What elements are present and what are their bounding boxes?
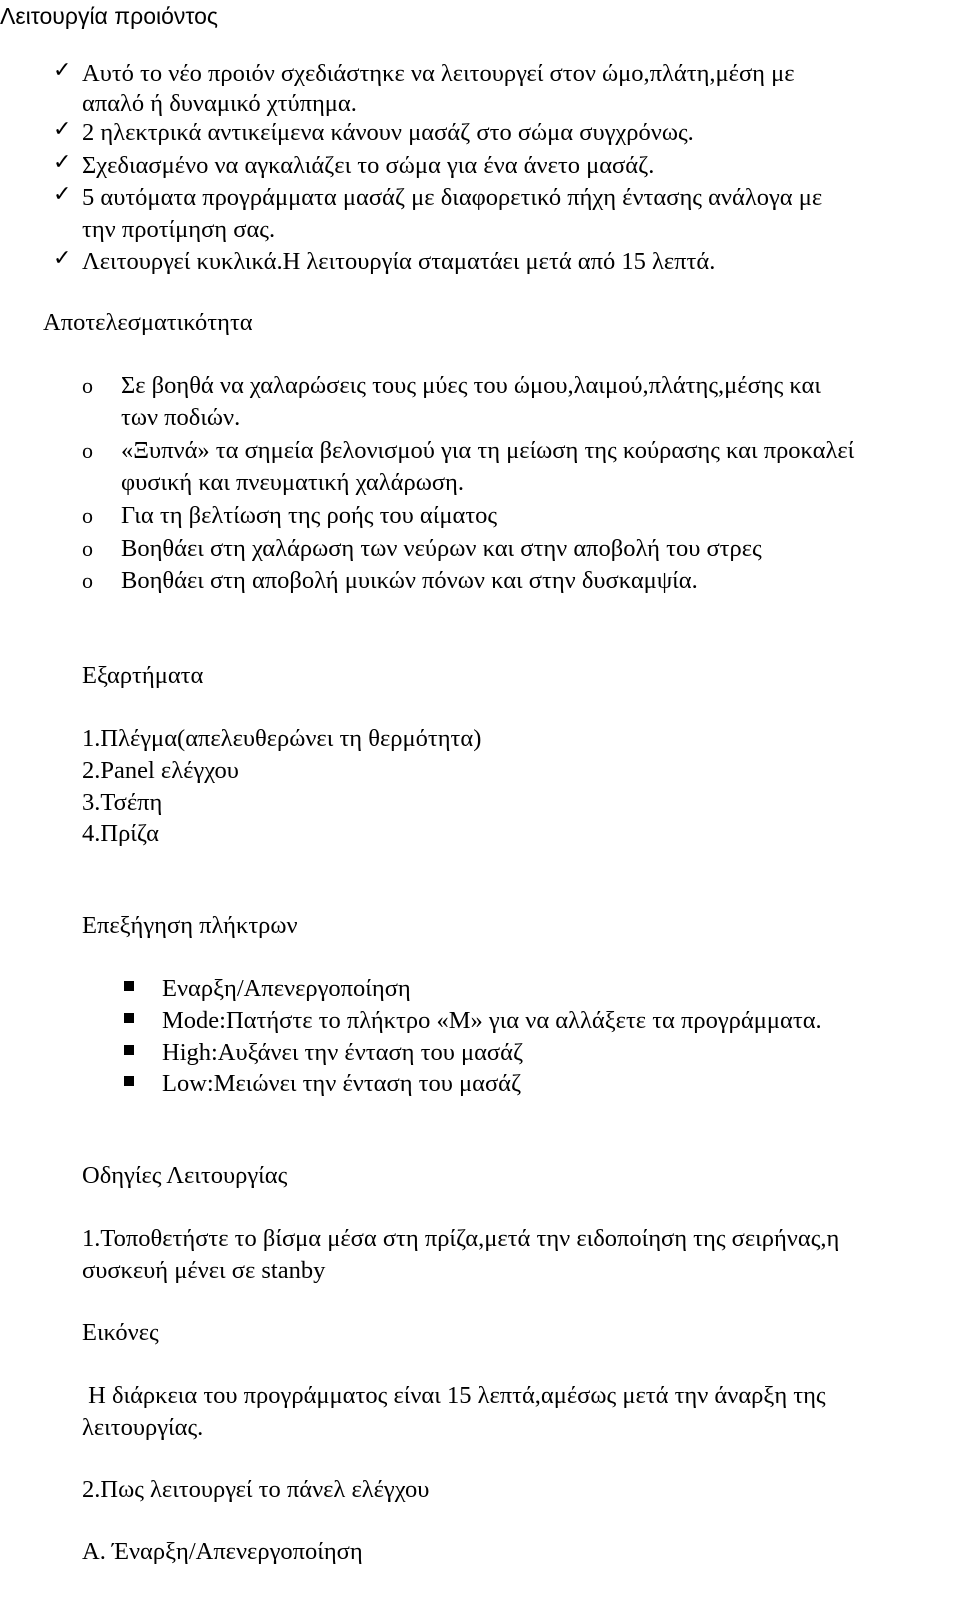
panel-heading: 2.Πως λειτουργεί το πάνελ ελέγχου — [82, 1476, 430, 1503]
feature-line: Λειτουργεί κυκλικά.Η λειτουργία σταματάει μετά από 15 λεπτά. — [82, 248, 716, 275]
parts-heading: Εξαρτήματα — [82, 662, 204, 689]
feature-line: Σχεδιασμένο να αγκαλιάζει το σώμα για ένα άνετο μασάζ. — [82, 152, 655, 179]
check-icon: ✓ — [53, 117, 72, 142]
feature-line: 5 αυτόματα προγράμματα μασάζ με διαφορετικό πήχη έντασης ανάλογα με — [82, 184, 823, 211]
feature-line: απαλό ή δυναμικό χτύπημα. — [82, 90, 357, 117]
effect-line: φυσική και πνευματική χαλάρωση. — [121, 469, 464, 496]
square-bullet-icon — [124, 981, 134, 991]
check-icon: ✓ — [53, 182, 72, 207]
circle-bullet-icon: o — [82, 438, 93, 463]
effectiveness-heading: Αποτελεσματικότητα — [43, 309, 253, 336]
effect-line: Βοηθάει στη αποβολή μυικών πόνων και στην δυσκαμψία. — [121, 567, 698, 594]
feature-line: 2 ηλεκτρικά αντικείμενα κάνουν μασάζ στο σώμα συγχρόνως. — [82, 119, 694, 146]
circle-bullet-icon: o — [82, 568, 93, 593]
duration-note-line: λειτουργίας. — [82, 1414, 204, 1441]
instructions-heading: Οδηγίες Λειτουργίας — [82, 1162, 288, 1189]
square-bullet-icon — [124, 1076, 134, 1086]
check-icon: ✓ — [53, 58, 72, 83]
list-item: High:Αυξάνει την ένταση του μασάζ — [162, 1039, 524, 1066]
duration-note-line: Η διάρκεια του προγράμματος είναι 15 λεπτά,αμέσως μετά την άναρξη της — [82, 1382, 826, 1409]
images-heading: Εικόνες — [82, 1319, 159, 1346]
list-item: 3.Τσέπη — [82, 789, 163, 816]
list-item: 1.Πλέγμα(απελευθερώνει τη θερμότητα) — [82, 725, 482, 752]
check-icon: ✓ — [53, 246, 72, 271]
effect-line: των ποδιών. — [121, 404, 241, 431]
buttons-heading: Επεξήγηση πλήκτρων — [82, 912, 298, 939]
list-item: Mode:Πατήστε το πλήκτρο «Μ» για να αλλάξετε τα προγράμματα. — [162, 1007, 822, 1034]
list-item: Low:Μειώνει την ένταση του μασάζ — [162, 1070, 522, 1097]
circle-bullet-icon: o — [82, 503, 93, 528]
page-title: Λειτουργία προιόντος — [0, 3, 219, 29]
instruction-line: 1.Τοποθετήστε το βίσμα μέσα στη πρίζα,μετά την ειδοποίηση της σειρήνας,η — [82, 1225, 840, 1252]
check-icon: ✓ — [53, 150, 72, 175]
section-a-heading: Α. Έναρξη/Απενεργοποίηση — [82, 1538, 363, 1565]
list-item: 2.Panel ελέγχου — [82, 757, 239, 784]
circle-bullet-icon: o — [82, 536, 93, 561]
effect-line: Βοηθάει στη χαλάρωση των νεύρων και στην αποβολή του στρες — [121, 535, 762, 562]
feature-line: Αυτό το νέο προιόν σχεδιάστηκε να λειτουργεί στον ώμο,πλάτη,μέση με — [82, 60, 795, 87]
square-bullet-icon — [124, 1013, 134, 1023]
effect-line: Για τη βελτίωση της ροής του αίματος — [121, 502, 498, 529]
effect-line: «Ξυπνά» τα σημεία βελονισμού για τη μείωση της κούρασης και προκαλεί — [121, 437, 855, 464]
list-item: 4.Πρίζα — [82, 820, 159, 847]
circle-bullet-icon: o — [82, 373, 93, 398]
feature-line: την προτίμηση σας. — [82, 216, 276, 243]
instruction-line: συσκευή μένει σε stanby — [82, 1257, 326, 1284]
effect-line: Σε βοηθά να χαλαρώσεις τους μύες του ώμου,λαιμού,πλάτης,μέσης και — [121, 372, 821, 399]
list-item: Εναρξη/Απενεργοποίηση — [162, 975, 411, 1002]
square-bullet-icon — [124, 1045, 134, 1055]
